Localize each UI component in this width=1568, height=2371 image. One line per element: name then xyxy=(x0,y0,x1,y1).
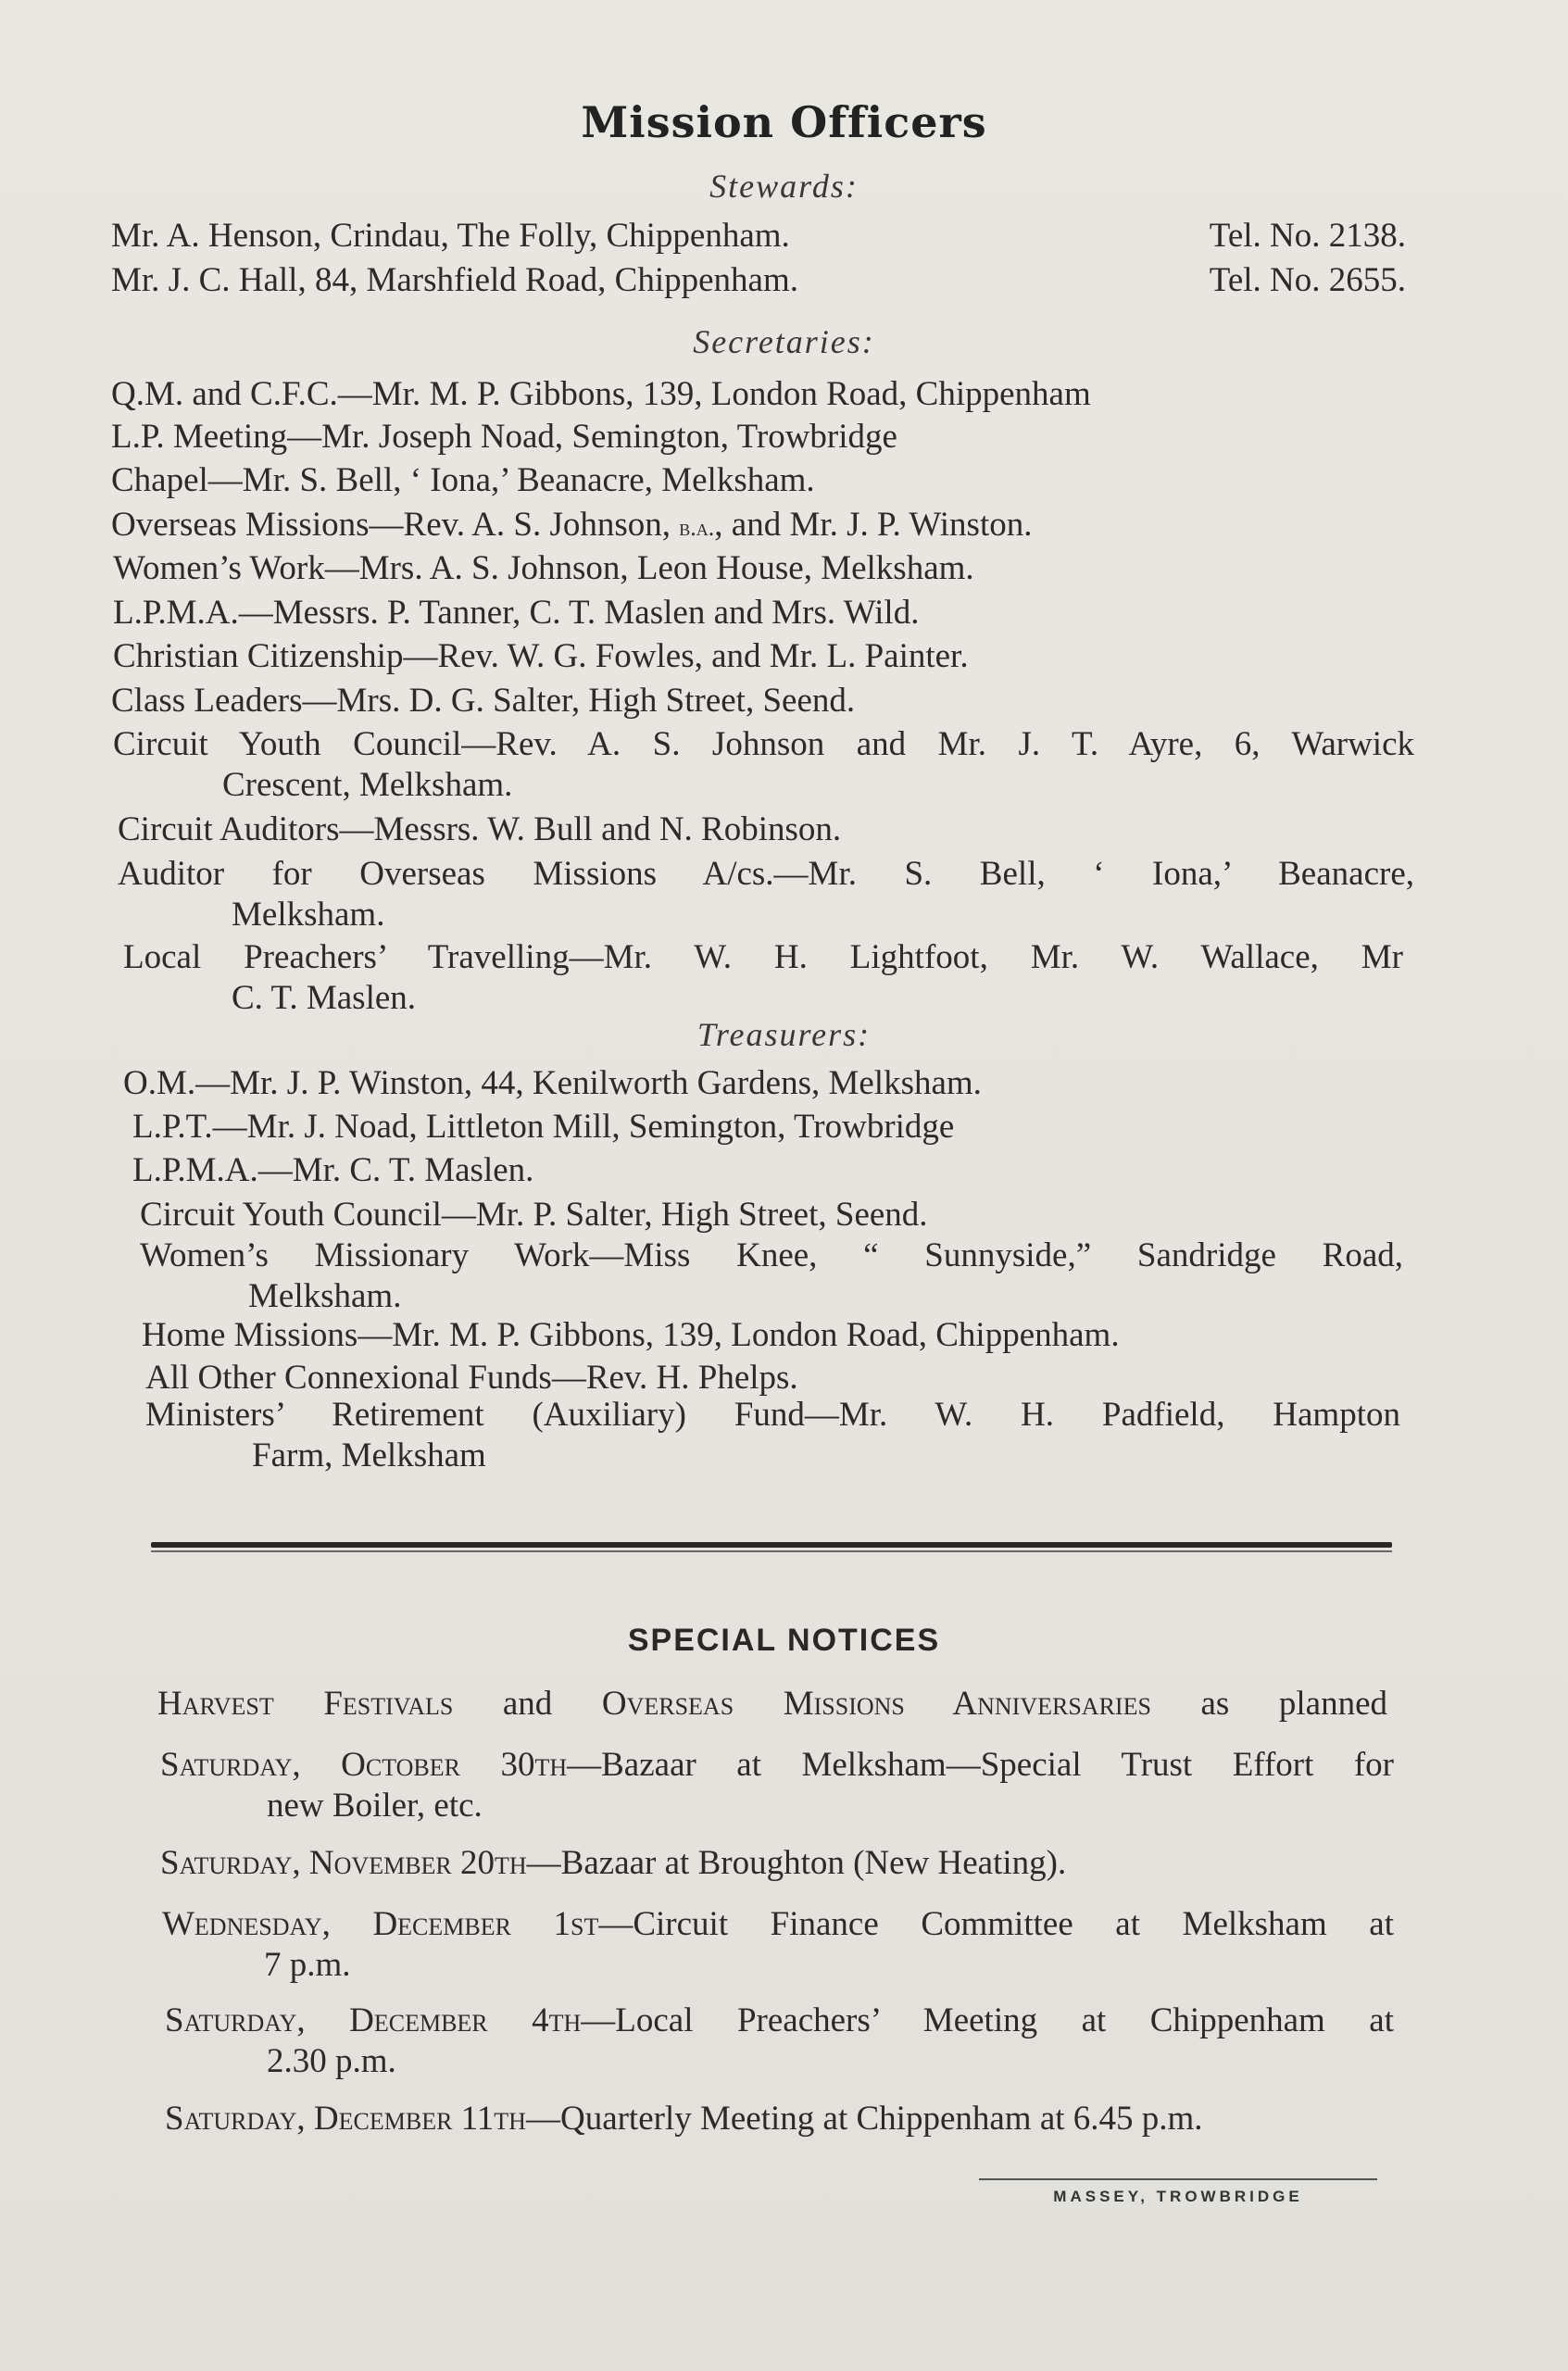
notice-item-continued: 2.30 p.m. xyxy=(267,2042,396,2080)
steward-entry: Mr. J. C. Hall, 84, Marshfield Road, Chippenham. xyxy=(111,261,798,299)
treasurer-entry: Home Missions—Mr. M. P. Gibbons, 139, London Road, Chippenham. xyxy=(142,1316,1120,1354)
secretary-entry: Chapel—Mr. S. Bell, ‘ Iona,’ Beanacre, Melksham. xyxy=(111,461,815,499)
notice-item: Wednesday, December 1st—Circuit Finance Committee at Melksham at xyxy=(162,1905,1394,1943)
secretary-entry: Overseas Missions—Rev. A. S. Johnson, b.a., and Mr. J. P. Winston. xyxy=(111,506,1033,544)
treasurers-heading: Treasurers: xyxy=(696,1016,872,1053)
secretary-entry: Circuit Youth Council—Rev. A. S. Johnson and Mr. J. T. Ayre, 6, Warwick xyxy=(113,725,1414,763)
printer-imprint: MASSEY, TROWBRIDGE xyxy=(1053,2188,1303,2205)
special-notices-heading: SPECIAL NOTICES xyxy=(627,1623,941,1658)
notice-item-continued: 7 p.m. xyxy=(264,1946,351,1984)
notice-item: Saturday, December 11th—Quarterly Meeting at Chippenham at 6.45 p.m. xyxy=(165,2100,1203,2138)
notice-item: Saturday, October 30th—Bazaar at Melksham—Special Trust Effort for xyxy=(160,1746,1395,1784)
secretary-entry: Local Preachers’ Travelling—Mr. W. H. Lightfoot, Mr. W. Wallace, Mr xyxy=(123,938,1403,976)
secretary-entry-continued: Crescent, Melksham. xyxy=(222,766,513,804)
section-divider-secondary xyxy=(151,1550,1392,1552)
treasurer-entry: Women’s Missionary Work—Miss Knee, “ Sunnyside,” Sandridge Road, xyxy=(140,1236,1403,1274)
page-title: Mission Officers xyxy=(581,97,987,147)
secretary-entry: Q.M. and C.F.C.—Mr. M. P. Gibbons, 139, London Road, Chippenham xyxy=(111,375,1091,413)
stewards-heading: Stewards: xyxy=(709,168,859,205)
treasurer-entry-continued: Melksham. xyxy=(248,1277,402,1315)
section-divider xyxy=(151,1542,1392,1548)
printer-rule xyxy=(979,2178,1377,2180)
secretary-entry: Auditor for Overseas Missions A/cs.—Mr. S. Bell, ‘ Iona,’ Beanacre, xyxy=(118,855,1414,893)
secretary-entry: Circuit Auditors—Messrs. W. Bull and N. Robinson. xyxy=(118,810,842,848)
treasurer-entry: Circuit Youth Council—Mr. P. Salter, High Street, Seend. xyxy=(140,1196,928,1234)
steward-tel: Tel. No. 2138. xyxy=(1209,217,1406,255)
secretaries-heading: Secretaries: xyxy=(693,323,875,360)
treasurer-entry: Ministers’ Retirement (Auxiliary) Fund—Mr. W. H. Padfield, Hampton xyxy=(145,1396,1400,1434)
treasurer-entry: O.M.—Mr. J. P. Winston, 44, Kenilworth Gardens, Melksham. xyxy=(123,1064,982,1102)
secretary-entry: L.P.M.A.—Messrs. P. Tanner, C. T. Maslen and Mrs. Wild. xyxy=(113,594,920,632)
notice-item: Saturday, December 4th—Local Preachers’ Meeting at Chippenham at xyxy=(165,2001,1394,2039)
secretary-entry: L.P. Meeting—Mr. Joseph Noad, Semington, Trowbridge xyxy=(111,418,897,456)
treasurer-entry: L.P.M.A.—Mr. C. T. Maslen. xyxy=(132,1151,534,1189)
secretary-entry-continued: C. T. Maslen. xyxy=(232,979,417,1017)
secretary-entry: Christian Citizenship—Rev. W. G. Fowles, and Mr. L. Painter. xyxy=(113,637,969,675)
secretary-entry-continued: Melksham. xyxy=(232,896,385,934)
treasurer-entry: All Other Connexional Funds—Rev. H. Phelps. xyxy=(145,1359,798,1397)
notice-item: Saturday, November 20th—Bazaar at Broughton (New Heating). xyxy=(160,1844,1067,1882)
steward-tel: Tel. No. 2655. xyxy=(1209,261,1406,299)
steward-entry: Mr. A. Henson, Crindau, The Folly, Chippenham. xyxy=(111,217,790,255)
notice-item-continued: new Boiler, etc. xyxy=(267,1787,483,1825)
secretary-entry: Class Leaders—Mrs. D. G. Salter, High Street, Seend. xyxy=(111,682,856,720)
notice-item: Harvest Festivals and Overseas Missions Anniversaries as planned xyxy=(157,1685,1387,1723)
treasurer-entry: L.P.T.—Mr. J. Noad, Littleton Mill, Semington, Trowbridge xyxy=(132,1108,955,1146)
secretary-entry: Women’s Work—Mrs. A. S. Johnson, Leon House, Melksham. xyxy=(113,549,974,587)
treasurer-entry-continued: Farm, Melksham xyxy=(252,1436,486,1474)
